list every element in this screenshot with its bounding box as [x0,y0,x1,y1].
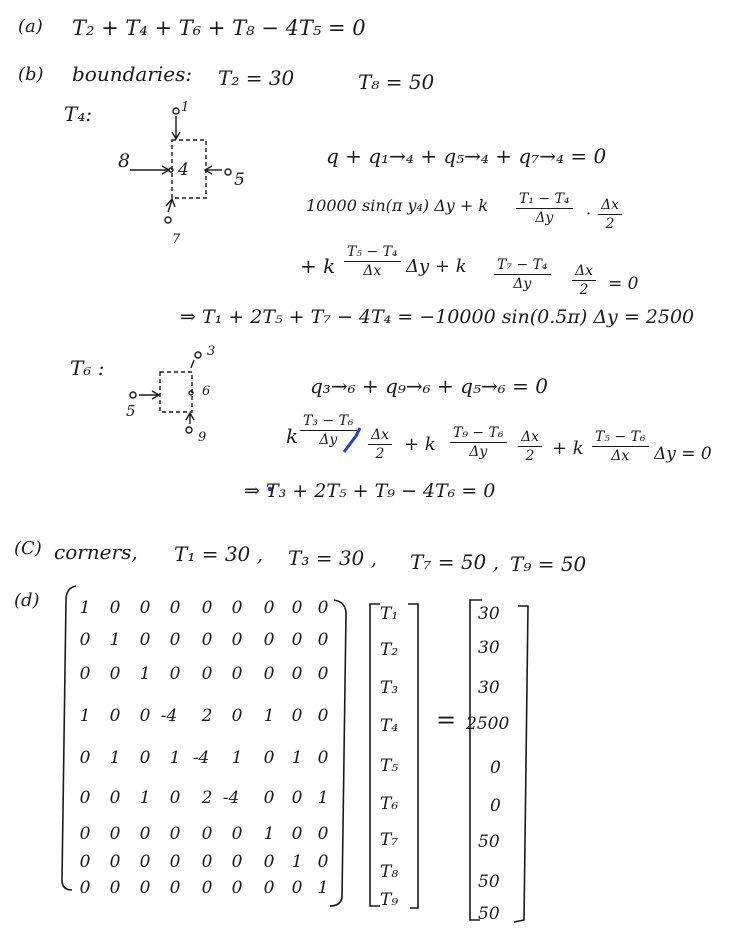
matrix-cell: 0 [317,630,329,650]
t6-node-center: 6 [202,384,211,399]
unknown-entry: T₇ [380,830,399,850]
matrix-cell: 0 [169,630,181,650]
unknown-entry: T₈ [380,862,399,882]
matrix-cell: 2 [201,788,213,808]
matrix-cell: 0 [79,852,91,872]
corner-t1: T₁ = 30 , [174,542,263,566]
t6-eq1: q₃→₆ + q₉→₆ + q₅→₆ = 0 [310,374,548,398]
matrix-cell: 2 [201,706,213,726]
matrix-cell: 1 [263,824,275,844]
t4-result: ⇒ T₁ + 2T₅ + T₇ − 4T₄ = −10000 sin(0.5π) Δy = 2500 [180,306,695,328]
boundary-t2: T₂ = 30 [218,66,295,90]
matrix-cell: 0 [291,598,303,618]
matrix-cell: 0 [169,824,181,844]
corner-t7: T₇ = 50 , [410,550,499,574]
unknown-entry: T₆ [380,794,399,814]
unknown-entry: T₃ [380,678,399,698]
matrix-cell: 0 [317,824,329,844]
matrix-cell: 0 [291,664,303,684]
matrix-cell: 0 [79,824,91,844]
t4-label: T₄: [64,102,93,126]
matrix-cell: -4 [192,748,210,768]
matrix-cell: -4 [160,706,178,726]
matrix-cell: 0 [79,664,91,684]
t4-eq2-frac2: $\frac{\Delta x}{2}$ [598,198,622,233]
boundary-t8: T₈ = 50 [358,70,435,94]
t6-node-top: 3 [207,344,216,359]
t6-node-bottom: 9 [198,430,207,445]
matrix-cell: 0 [263,788,275,808]
matrix-cell: 0 [139,878,151,898]
t4-eq1: q + q₁→₄ + q₅→₄ + q₇→₄ = 0 [326,144,607,168]
matrix-cell: 1 [291,852,303,872]
matrix-cell: 1 [79,598,91,618]
t6-eq2-frac4: $\frac{\Delta x}{2}$ [518,430,542,465]
matrix-cell: 0 [109,664,121,684]
matrix-cell: 0 [201,630,213,650]
matrix-cell: 0 [109,788,121,808]
unknown-entry: T₂ [380,640,399,660]
t4-node-top: 1 [181,100,190,115]
matrix-cell: 0 [263,664,275,684]
matrix-cell: 0 [139,852,151,872]
t4-eq2-frac1: $\frac{\text{T₁ − T₄}}{\Delta y}$ [516,192,573,227]
matrix-cell: 0 [169,788,181,808]
matrix-cell: 0 [263,630,275,650]
matrix-cell: 0 [201,878,213,898]
matrix-cell: 0 [169,598,181,618]
matrix-cell: 0 [231,824,243,844]
part-b-label: (b) [18,64,44,85]
matrix-cell: 0 [231,878,243,898]
corner-t9: T₉ = 50 [510,552,587,576]
matrix-cell: 1 [291,748,303,768]
matrix-cell: 0 [139,748,151,768]
matrix-cell: 0 [169,878,181,898]
matrix-cell: 0 [291,706,303,726]
matrix-cell: 0 [201,598,213,618]
unknown-entry: T₉ [380,890,399,910]
matrix-cell: 0 [139,706,151,726]
matrix-cell: 0 [291,788,303,808]
matrix-cell: 1 [109,630,121,650]
matrix-cell: 0 [139,598,151,618]
t4-node-right: 5 [234,170,245,190]
t6-eq2-frac5: $\frac{\text{T₅ − T₆}}{\Delta x}$ [592,430,649,465]
t4-eq2-prefix: 10000 sin(π y₄) Δy + k [306,196,489,215]
matrix-cell: 1 [231,748,243,768]
part-d-label: (d) [14,590,40,611]
matrix-cell: 0 [109,598,121,618]
matrix-cell: 0 [169,852,181,872]
matrix-cell: 0 [79,630,91,650]
matrix-cell: 0 [139,824,151,844]
matrix-cell: 0 [263,748,275,768]
t6-eq2-k1: k [286,424,299,448]
matrix-cell: 0 [79,788,91,808]
matrix-cell: -4 [222,788,240,808]
matrix-cell: 0 [263,598,275,618]
t4-eq3-frac1: $\frac{\text{T₅ − T₄}}{\Delta x}$ [344,245,401,280]
matrix-cell: 0 [201,664,213,684]
rhs-entry: 50 [478,872,500,892]
t4-eq3-frac2: $\frac{\text{T₇ − T₄}}{\Delta y}$ [494,258,551,293]
t6-result: ⇒ T₃ + 2T₅ + T₉ − 4T₆ = 0 [244,480,496,502]
t6-eq2-end: Δy = 0 [654,444,712,464]
matrix-cell: 0 [263,878,275,898]
matrix-cell: 0 [109,878,121,898]
matrix-cell: 0 [169,664,181,684]
matrix-cell: 0 [139,630,151,650]
part-c-label: (C) [14,538,42,559]
t4-node-center: 4 [178,160,189,180]
corners-title: corners, [54,540,138,564]
t6-node-left: 5 [126,402,136,420]
rhs-entry: 2500 [466,714,510,734]
rhs-entry: 50 [478,832,500,852]
matrix-cell: 0 [109,706,121,726]
matrix-cell: 0 [231,852,243,872]
rhs-entry: 50 [478,904,500,924]
matrix-cell: 0 [291,824,303,844]
boundaries-title: boundaries: [72,62,193,86]
part-a-label: (a) [18,16,43,37]
rhs-entry: 30 [478,638,500,658]
matrix-cell: 1 [139,664,151,684]
matrix-cell: 0 [231,664,243,684]
matrix-cell: 1 [317,788,329,808]
t6-eq2-frac2: $\frac{\Delta x}{2}$ [368,428,392,463]
unknown-entry: T₅ [380,756,399,776]
matrix-cell: 0 [231,598,243,618]
t6-label: T₆ : [70,356,105,380]
t6-eq2-frac1: $\frac{\text{T₃ − T₆}}{\Delta y}$ [300,414,357,449]
matrix-cell: 0 [109,824,121,844]
matrix-cell: 0 [79,748,91,768]
t4-eq3-prefix: + k [300,254,336,278]
matrix-cell: 0 [291,630,303,650]
unknown-entry: T₄ [380,716,399,736]
matrix-cell: 0 [291,878,303,898]
matrix-cell: 0 [201,824,213,844]
matrix-cell: 0 [263,852,275,872]
matrix-cell: 1 [169,748,181,768]
matrix-cell: 0 [317,664,329,684]
matrix-cell: 1 [79,706,91,726]
t4-node-bottom: 7 [172,232,181,247]
t4-eq2-dot: · [586,204,592,223]
corner-t3: T₃ = 30 , [288,546,377,570]
matrix-cell: 1 [139,788,151,808]
t4-eq3-mid: Δy + k [406,256,467,277]
t6-eq2-k2: + k [404,434,436,455]
matrix-cell: 0 [317,706,329,726]
rhs-entry: 0 [490,758,501,778]
part-a-equation: T₂ + T₄ + T₆ + T₈ − 4T₅ = 0 [72,16,366,40]
matrix-cell: 0 [231,630,243,650]
t4-node-left: 8 [118,150,131,172]
t4-eq3-end: = 0 [608,274,639,294]
unknown-entry: T₁ [380,604,399,624]
matrix-cell: 1 [317,878,329,898]
matrix-cell: 0 [317,852,329,872]
matrix-cell: 1 [263,706,275,726]
rhs-entry: 0 [490,796,501,816]
matrix-cell: 0 [79,878,91,898]
matrix-cell: 1 [109,748,121,768]
t6-eq2-k3: + k [552,438,584,459]
t4-eq3-frac3: $\frac{\Delta x}{2}$ [572,264,596,299]
t6-eq2-frac3: $\frac{\text{T₉ − T₆}}{\Delta y}$ [450,426,507,461]
matrix-cell: 0 [317,598,329,618]
matrix-equals: = [436,706,457,734]
matrix-cell: 0 [231,706,243,726]
rhs-entry: 30 [478,604,500,624]
matrix-cell: 0 [317,748,329,768]
rhs-entry: 30 [478,678,500,698]
matrix-cell: 0 [109,852,121,872]
matrix-cell: 0 [201,852,213,872]
